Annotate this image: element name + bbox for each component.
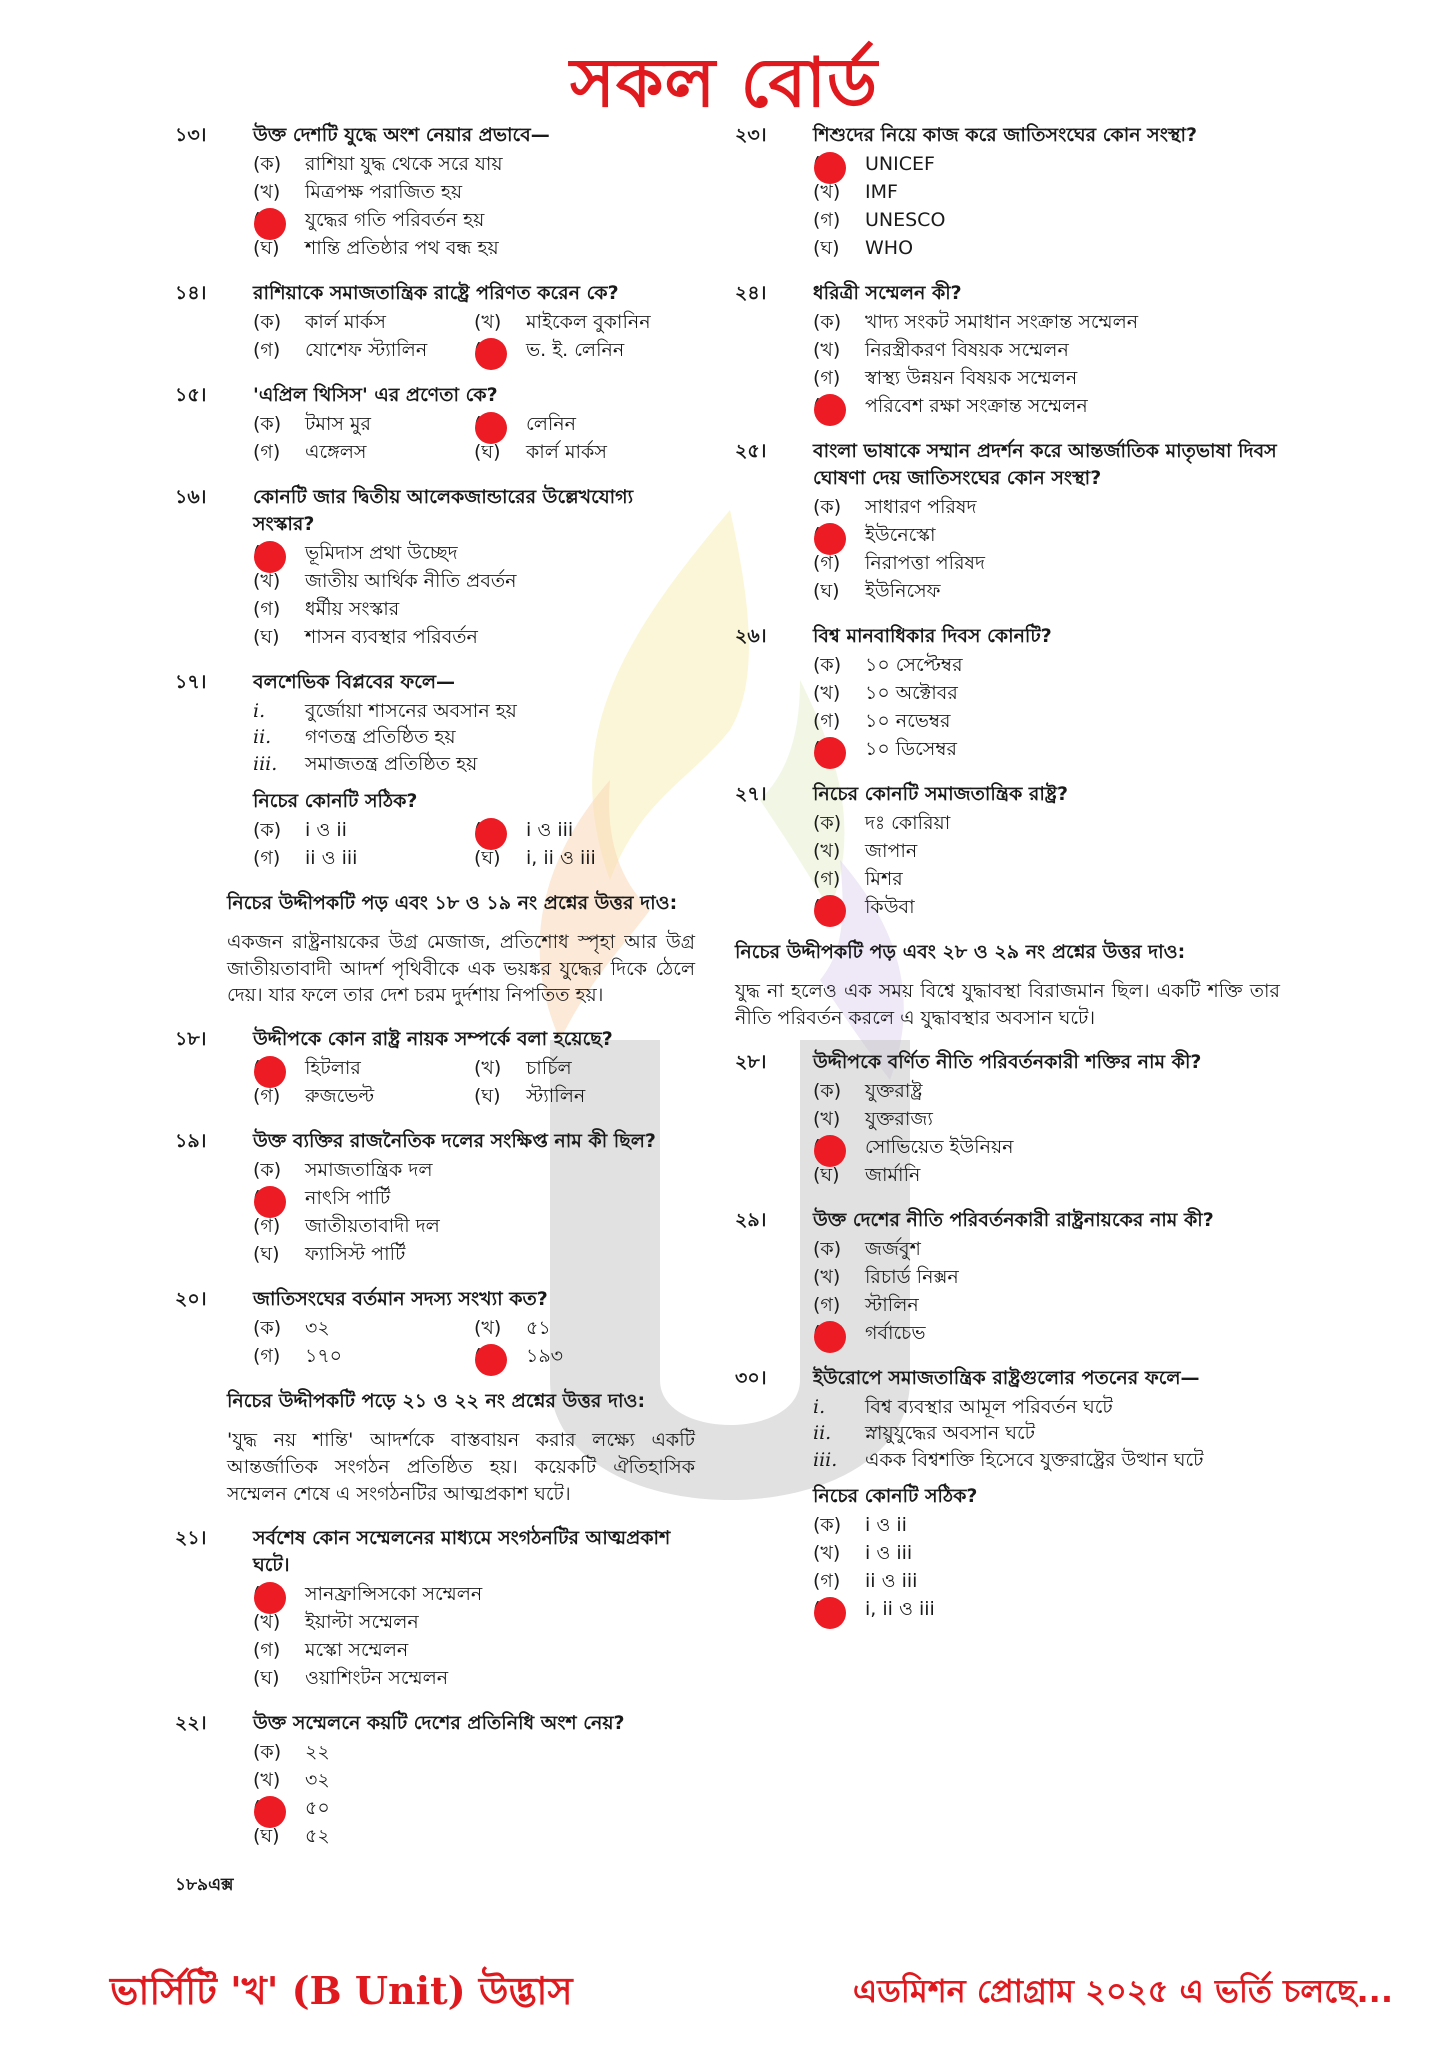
option-text: সমাজতান্ত্রিক দল bbox=[305, 1159, 433, 1182]
option-gha[interactable] bbox=[813, 578, 1280, 606]
option-label: (গ) bbox=[813, 1293, 841, 1316]
option-ka[interactable] bbox=[813, 652, 1280, 680]
option-gha[interactable] bbox=[813, 393, 1280, 421]
option-text: ৫১ bbox=[526, 1317, 551, 1340]
option-text: মিশর bbox=[865, 867, 903, 890]
option-label: (ঘ) bbox=[253, 1667, 280, 1690]
option-kha[interactable] bbox=[813, 1540, 1280, 1568]
option-label: (ঘ) bbox=[813, 236, 840, 259]
question-number: ২১। bbox=[175, 1527, 207, 1550]
question-number: ১৯। bbox=[175, 1130, 207, 1153]
option-text: কার্ল মার্কস bbox=[305, 310, 386, 333]
option-label: (খ) bbox=[474, 1317, 502, 1340]
option-label: (গ) bbox=[253, 1085, 281, 1108]
option-kha[interactable] bbox=[474, 817, 695, 845]
footer-brand: ভার্সিটি 'খ' (B Unit) উদ্ভাস bbox=[110, 1968, 573, 2013]
question-text: শিশুদের নিয়ে কাজ করে জাতিসংঘের কোন সংস্থা? bbox=[813, 124, 1198, 146]
option-text: সাধারণ পরিষদ bbox=[865, 495, 977, 518]
question-text: উদ্দীপকে বর্ণিত নীতি পরিবর্তনকারী শক্তির নাম কী? bbox=[813, 1050, 1202, 1073]
question-21 bbox=[175, 1525, 695, 1693]
option-gha[interactable] bbox=[474, 439, 695, 467]
question-29 bbox=[735, 1207, 1280, 1348]
option-text: ৩২ bbox=[305, 1769, 330, 1792]
statement bbox=[813, 1447, 1280, 1474]
question-text: ধরিত্রী সম্মেলন কী? bbox=[813, 281, 962, 304]
option-label: (খ) bbox=[813, 681, 841, 704]
option-label: (গ) bbox=[813, 551, 841, 574]
option-text: লেনিন bbox=[526, 412, 576, 435]
option-label: (ক) bbox=[253, 152, 282, 175]
question-18 bbox=[175, 1026, 695, 1111]
option-gha[interactable] bbox=[813, 1320, 1280, 1348]
option-text: কার্ল মার্কস bbox=[526, 440, 607, 463]
option-kha[interactable] bbox=[813, 838, 1280, 866]
option-text: i ও ii bbox=[305, 818, 347, 841]
question-13 bbox=[175, 122, 695, 263]
option-label: (গ) bbox=[813, 709, 841, 732]
option-text: জার্মানি bbox=[865, 1163, 921, 1186]
option-text: ৫০ bbox=[305, 1797, 330, 1820]
option-label: (ঘ) bbox=[253, 1243, 280, 1266]
question-text: কোনটি জার দ্বিতীয় আলেকজান্ডারের উল্লেখযোগ্য সংস্কার? bbox=[253, 485, 634, 535]
option-text: নিরাপত্তা পরিষদ bbox=[865, 551, 986, 574]
statement bbox=[253, 698, 695, 725]
option-ka[interactable] bbox=[813, 151, 1280, 179]
option-ka[interactable] bbox=[813, 1236, 1280, 1264]
statement bbox=[813, 1420, 1280, 1447]
stimulus-passage: একজন রাষ্ট্রনায়কের উগ্র মেজাজ, প্রতিশোধ স্পৃহা আর উগ্র জাতীয়তাবাদী আদর্শ পৃথিবীকে এক ভয়ঙ্কর যুদ্ধের দিকে ঠেলে দেয়। যার ফলে তার দেশ চরম দুর্দশায় নিপতিত হয়। bbox=[227, 930, 695, 1007]
question-19 bbox=[175, 1128, 695, 1269]
statement-label: iii. bbox=[253, 753, 278, 775]
option-gha[interactable] bbox=[813, 894, 1280, 922]
option-text: নিরস্ত্রীকরণ বিষয়ক সম্মেলন bbox=[865, 338, 1069, 361]
option-kha[interactable] bbox=[813, 522, 1280, 550]
option-text: মিত্রপক্ষ পরাজিত হয় bbox=[305, 180, 463, 203]
option-label: (ঘ) bbox=[474, 846, 501, 869]
option-kha[interactable] bbox=[813, 680, 1280, 708]
question-number: ১৭। bbox=[175, 670, 207, 693]
option-gha[interactable] bbox=[813, 1596, 1280, 1624]
sub-question: নিচের কোনটি সঠিক? bbox=[813, 1485, 978, 1508]
option-text: স্টালিন bbox=[865, 1293, 919, 1316]
option-ka[interactable] bbox=[253, 1157, 695, 1185]
option-gha[interactable] bbox=[474, 1343, 695, 1371]
option-label: (গ) bbox=[253, 1215, 281, 1238]
option-ga[interactable] bbox=[253, 1083, 474, 1111]
option-label: (ক) bbox=[253, 412, 282, 435]
option-label: (খ) bbox=[474, 310, 502, 333]
option-label: (খ) bbox=[253, 180, 281, 203]
option-gha[interactable] bbox=[253, 235, 695, 263]
option-text: কিউবা bbox=[865, 895, 915, 918]
option-text: UNESCO bbox=[865, 208, 946, 231]
statement bbox=[253, 724, 695, 751]
option-ka[interactable] bbox=[813, 309, 1280, 337]
option-ga[interactable] bbox=[253, 845, 474, 873]
option-text: ১০ সেপ্টেম্বর bbox=[865, 653, 963, 676]
question-24 bbox=[735, 280, 1280, 421]
option-label: (ক) bbox=[813, 1514, 842, 1537]
question-number: ১৫। bbox=[175, 383, 207, 406]
option-ga[interactable] bbox=[253, 1343, 474, 1371]
option-label: (খ) bbox=[813, 180, 841, 203]
answer-mark-icon bbox=[814, 1321, 846, 1353]
option-ka[interactable] bbox=[813, 1512, 1280, 1540]
option-kha[interactable] bbox=[813, 1106, 1280, 1134]
option-gha[interactable] bbox=[813, 235, 1280, 263]
option-gha[interactable] bbox=[474, 1083, 695, 1111]
question-text: সর্বশেষ কোন সম্মেলনের মাধ্যমে সংগঠনটির আত্মপ্রকাশ ঘটে। bbox=[253, 1527, 671, 1577]
option-label: (খ) bbox=[253, 1611, 281, 1634]
stimulus-instruction: নিচের উদ্দীপকটি পড় এবং ২৮ ও ২৯ নং প্রশ্নের উত্তর দাও: bbox=[735, 940, 1186, 963]
option-label: (ক) bbox=[813, 1079, 842, 1102]
option-text: গর্বাচেভ bbox=[865, 1321, 926, 1344]
question-number: ২৫। bbox=[735, 439, 767, 462]
option-ka[interactable] bbox=[253, 309, 474, 337]
option-gha[interactable] bbox=[813, 1162, 1280, 1190]
option-text: ৩২ bbox=[305, 1317, 330, 1340]
option-label: (ক) bbox=[813, 653, 842, 676]
option-label: (খ) bbox=[253, 1769, 281, 1792]
option-text: হিটলার bbox=[305, 1057, 361, 1080]
statement-text: গণতন্ত্র প্রতিষ্ঠিত হয় bbox=[305, 726, 456, 749]
option-text: ওয়াশিংটন সম্মেলন bbox=[305, 1667, 449, 1690]
option-label: (খ) bbox=[813, 1107, 841, 1130]
question-20 bbox=[175, 1286, 695, 1371]
option-text: জাতীয়তাবাদী দল bbox=[305, 1215, 440, 1238]
statement bbox=[253, 751, 695, 778]
option-text: ii ও iii bbox=[305, 846, 358, 869]
option-text: ভ. ই. লেনিন bbox=[526, 338, 625, 361]
option-text: ইউনেস্কো bbox=[865, 523, 936, 546]
option-label: (খ) bbox=[813, 338, 841, 361]
question-text: উক্ত দেশের নীতি পরিবর্তনকারী রাষ্ট্রনায়কের নাম কী? bbox=[813, 1208, 1214, 1231]
option-ka[interactable] bbox=[253, 817, 474, 845]
option-label: (খ) bbox=[813, 1542, 841, 1565]
page-title: সকল বোর্ড bbox=[569, 43, 879, 123]
question-text: 'এপ্রিল থিসিস' এর প্রণেতা কে? bbox=[253, 383, 498, 406]
option-ka[interactable] bbox=[253, 1055, 474, 1083]
option-text: ফ্যাসিস্ট পার্টি bbox=[305, 1243, 406, 1266]
question-text: ইউরোপে সমাজতান্ত্রিক রাষ্ট্রগুলোর পতনের ফলে— bbox=[813, 1366, 1200, 1389]
question-number: ১৪। bbox=[175, 281, 207, 304]
question-14 bbox=[175, 280, 695, 365]
statement-text: সমাজতন্ত্র প্রতিষ্ঠিত হয় bbox=[305, 753, 478, 775]
option-text: শাসন ব্যবস্থার পরিবর্তন bbox=[305, 625, 478, 648]
option-text: পরিবেশ রক্ষা সংক্রান্ত সম্মেলন bbox=[865, 394, 1088, 417]
stimulus-instruction: নিচের উদ্দীপকটি পড় এবং ১৮ ও ১৯ নং প্রশ্নের উত্তর দাও: bbox=[227, 891, 678, 914]
option-text: যুক্তরাষ্ট্র bbox=[865, 1079, 923, 1102]
option-text: ১৯৩ bbox=[526, 1345, 564, 1368]
option-text: স্বাস্থ্য উন্নয়ন বিষয়ক সম্মেলন bbox=[865, 366, 1078, 389]
question-number: ২৮। bbox=[735, 1050, 767, 1073]
option-label: (খ) bbox=[474, 1057, 502, 1080]
option-ka[interactable] bbox=[253, 540, 695, 568]
option-label: (ক) bbox=[253, 1317, 282, 1340]
question-25 bbox=[735, 438, 1280, 606]
option-kha[interactable] bbox=[253, 1185, 695, 1213]
option-text: IMF bbox=[865, 180, 898, 203]
option-gha[interactable] bbox=[253, 1823, 695, 1851]
option-ka[interactable] bbox=[253, 411, 474, 439]
option-kha[interactable] bbox=[253, 568, 695, 596]
option-ka[interactable] bbox=[253, 1581, 695, 1609]
option-ga[interactable] bbox=[253, 439, 474, 467]
option-text: চার্চিল bbox=[526, 1057, 572, 1080]
question-16 bbox=[175, 484, 695, 652]
question-number: ২২। bbox=[175, 1712, 207, 1735]
answer-mark-icon bbox=[814, 737, 846, 769]
answer-mark-icon bbox=[475, 1344, 507, 1376]
question-text: উক্ত ব্যক্তির রাজনৈতিক দলের সংক্ষিপ্ত নাম কী ছিল? bbox=[253, 1130, 656, 1153]
option-text: ইউনিসেফ bbox=[865, 579, 941, 602]
option-label: (ঘ) bbox=[253, 236, 280, 259]
stimulus-passage: 'যুদ্ধ নয় শান্তি' আদর্শকে বাস্তবায়ন করার লক্ষ্যে একটি আন্তর্জাতিক সংগঠন প্রতিষ্ঠিত হয়। কয়েকটি ঐতিহাসিক সম্মেলন শেষে এ সংগঠনটির আত্মপ্রকাশ ঘটে। bbox=[227, 1429, 695, 1506]
answer-mark-icon bbox=[814, 394, 846, 426]
option-label: (গ) bbox=[253, 846, 281, 869]
option-label: (ক) bbox=[253, 1159, 282, 1182]
option-text: যুদ্ধের গতি পরিবর্তন হয় bbox=[305, 208, 485, 231]
option-ga[interactable] bbox=[813, 1292, 1280, 1320]
option-gha[interactable] bbox=[253, 624, 695, 652]
question-number: ২৬। bbox=[735, 624, 767, 647]
option-ga[interactable] bbox=[813, 365, 1280, 393]
question-text: উক্ত দেশটি যুদ্ধে অংশ নেয়ার প্রভাবে— bbox=[253, 124, 550, 146]
option-text: ২২ bbox=[305, 1741, 330, 1764]
stimulus-block bbox=[175, 1388, 695, 1508]
question-number: ১৩। bbox=[175, 124, 207, 146]
question-text: জাতিসংঘের বর্তমান সদস্য সংখ্যা কত? bbox=[253, 1288, 548, 1311]
option-text: শান্তি প্রতিষ্ঠার পথ বন্ধ হয় bbox=[305, 236, 499, 259]
option-gha[interactable] bbox=[474, 337, 695, 365]
option-ga[interactable] bbox=[253, 596, 695, 624]
footer-promo: এডমিশন প্রোগ্রাম ২০২৫ এ ভর্তি চলছে... bbox=[852, 1972, 1393, 2010]
option-kha[interactable] bbox=[474, 309, 695, 337]
answer-mark-icon bbox=[475, 338, 507, 370]
option-text: সোভিয়েত ইউনিয়ন bbox=[865, 1135, 1014, 1158]
statement-label: i. bbox=[813, 1395, 826, 1418]
option-label: (ঘ) bbox=[813, 1163, 840, 1186]
option-ga[interactable] bbox=[813, 1134, 1280, 1162]
option-text: জর্জবুশ bbox=[865, 1237, 921, 1260]
question-number: ২৯। bbox=[735, 1208, 767, 1231]
question-number: ২০। bbox=[175, 1288, 207, 1311]
question-number: ৩০। bbox=[735, 1366, 767, 1389]
option-text: WHO bbox=[865, 236, 914, 259]
statement-text: স্নায়ুযুদ্ধের অবসান ঘটে bbox=[865, 1422, 1035, 1445]
option-ga[interactable] bbox=[253, 1213, 695, 1241]
option-text: স্ট্যালিন bbox=[526, 1085, 586, 1108]
right-column bbox=[735, 122, 1280, 1641]
option-ga[interactable] bbox=[813, 207, 1280, 235]
question-text: উক্ত সম্মেলনে কয়টি দেশের প্রতিনিধি অংশ নেয়? bbox=[253, 1712, 625, 1735]
stimulus-block bbox=[175, 890, 695, 1010]
option-label: (খ) bbox=[253, 569, 281, 592]
option-ga[interactable] bbox=[813, 866, 1280, 894]
option-text: i ও ii bbox=[865, 1514, 907, 1537]
question-text: রাশিয়াকে সমাজতান্ত্রিক রাষ্ট্রে পরিণত করেন কে? bbox=[253, 281, 619, 304]
option-text: ৫২ bbox=[305, 1825, 330, 1848]
option-text: i ও iii bbox=[865, 1542, 913, 1565]
option-label: (ক) bbox=[813, 310, 842, 333]
question-22 bbox=[175, 1710, 695, 1851]
option-label: (ক) bbox=[253, 1741, 282, 1764]
option-label: (ক) bbox=[253, 310, 282, 333]
option-ga[interactable] bbox=[253, 1637, 695, 1665]
option-ga[interactable] bbox=[253, 207, 695, 235]
question-27 bbox=[735, 781, 1280, 922]
option-label: (গ) bbox=[253, 1639, 281, 1662]
option-label: (ঘ) bbox=[813, 579, 840, 602]
question-17 bbox=[175, 669, 695, 873]
option-label: (ঘ) bbox=[253, 1825, 280, 1848]
statement-text: বুর্জোয়া শাসনের অবসান হয় bbox=[305, 699, 517, 722]
option-text: জাপান bbox=[865, 839, 918, 862]
option-text: মস্কো সম্মেলন bbox=[305, 1639, 409, 1662]
stimulus-block bbox=[735, 939, 1280, 1032]
option-gha[interactable] bbox=[474, 845, 695, 873]
option-text: যুক্তরাজ্য bbox=[865, 1107, 933, 1130]
option-text: টমাস মুর bbox=[305, 412, 372, 435]
option-text: UNICEF bbox=[865, 152, 935, 175]
option-kha[interactable] bbox=[813, 337, 1280, 365]
option-ga[interactable] bbox=[813, 708, 1280, 736]
option-text: রিচার্ড নিক্সন bbox=[865, 1265, 959, 1288]
option-text: ১০ নভেম্বর bbox=[865, 709, 951, 732]
option-label: (গ) bbox=[253, 597, 281, 620]
answer-mark-icon bbox=[814, 895, 846, 927]
option-label: (গ) bbox=[253, 338, 281, 361]
option-kha[interactable] bbox=[813, 1264, 1280, 1292]
option-text: i, ii ও iii bbox=[865, 1598, 935, 1621]
question-26 bbox=[735, 623, 1280, 764]
option-kha[interactable] bbox=[474, 1055, 695, 1083]
option-label: (ক) bbox=[813, 1237, 842, 1260]
question-text: উদ্দীপকে কোন রাষ্ট্র নায়ক সম্পর্কে বলা হয়েছে? bbox=[253, 1028, 613, 1051]
option-text: ভূমিদাস প্রথা উচ্ছেদ bbox=[305, 541, 458, 564]
left-column bbox=[175, 122, 695, 1868]
option-label: (খ) bbox=[813, 1265, 841, 1288]
option-ga[interactable] bbox=[253, 1795, 695, 1823]
option-ka[interactable] bbox=[813, 1078, 1280, 1106]
option-label: (গ) bbox=[813, 867, 841, 890]
statement-label: iii. bbox=[813, 1448, 838, 1471]
option-text: খাদ্য সংকট সমাধান সংক্রান্ত সম্মেলন bbox=[865, 310, 1139, 333]
option-text: সানফ্রান্সিসকো সম্মেলন bbox=[305, 1583, 483, 1606]
option-ka[interactable] bbox=[253, 151, 695, 179]
option-text: ধর্মীয় সংস্কার bbox=[305, 597, 400, 620]
question-number: ২৪। bbox=[735, 281, 767, 304]
option-label: (গ) bbox=[813, 1570, 841, 1593]
question-text: বলশেভিক বিপ্লবের ফলে— bbox=[253, 670, 456, 693]
option-label: (ক) bbox=[253, 818, 282, 841]
option-label: (গ) bbox=[253, 440, 281, 463]
option-label: (গ) bbox=[813, 208, 841, 231]
option-label: (ঘ) bbox=[474, 440, 501, 463]
question-number: ১৬। bbox=[175, 485, 207, 508]
statement-text: একক বিশ্বশক্তি হিসেবে যুক্তরাষ্ট্রের উত্থান ঘটে bbox=[865, 1448, 1204, 1471]
question-28 bbox=[735, 1049, 1280, 1190]
answer-mark-icon bbox=[814, 1597, 846, 1629]
option-kha[interactable] bbox=[474, 411, 695, 439]
option-text: রুজভেল্ট bbox=[305, 1085, 375, 1108]
option-text: যোশেফ স্ট্যালিন bbox=[305, 338, 428, 361]
option-label: (ক) bbox=[813, 495, 842, 518]
option-label: (গ) bbox=[813, 366, 841, 389]
option-ka[interactable] bbox=[813, 494, 1280, 522]
question-number: ২৩। bbox=[735, 124, 767, 146]
option-text: মাইকেল বুকানিন bbox=[526, 310, 651, 333]
option-kha[interactable] bbox=[253, 179, 695, 207]
option-kha[interactable] bbox=[253, 1767, 695, 1795]
question-text: নিচের কোনটি সমাজতান্ত্রিক রাষ্ট্র? bbox=[813, 782, 1068, 805]
option-kha[interactable] bbox=[813, 179, 1280, 207]
option-label: (খ) bbox=[813, 839, 841, 862]
question-30 bbox=[735, 1365, 1280, 1625]
stimulus-passage: যুদ্ধ না হলেও এক সময় বিশ্বে যুদ্ধাবস্থা বিরাজমান ছিল। একটি শক্তি তার নীতি পরিবর্তন করলে এ যুদ্ধাবস্থার অবসান ঘটে। bbox=[735, 979, 1280, 1029]
option-text: দঃ কোরিয়া bbox=[865, 811, 951, 834]
option-ga[interactable] bbox=[813, 1568, 1280, 1596]
option-gha[interactable] bbox=[253, 1665, 695, 1693]
option-kha[interactable] bbox=[253, 1609, 695, 1637]
question-text: বাংলা ভাষাকে সম্মান প্রদর্শন করে আন্তর্জাতিক মাতৃভাষা দিবস ঘোষণা দেয় জাতিসংঘের কোন সংস্থা? bbox=[813, 439, 1277, 489]
statement-label: ii. bbox=[253, 726, 272, 749]
option-label: (গ) bbox=[253, 1345, 281, 1368]
option-label: (ঘ) bbox=[253, 625, 280, 648]
option-label: (ঘ) bbox=[474, 1085, 501, 1108]
option-text: i ও iii bbox=[526, 818, 574, 841]
option-text: এঙ্গেলস bbox=[305, 440, 367, 463]
option-text: জাতীয় আর্থিক নীতি প্রবর্তন bbox=[305, 569, 517, 592]
option-ka[interactable] bbox=[813, 810, 1280, 838]
question-text: বিশ্ব মানবাধিকার দিবস কোনটি? bbox=[813, 624, 1052, 647]
option-ka[interactable] bbox=[253, 1739, 695, 1767]
option-text: ইয়াল্টা সম্মেলন bbox=[305, 1611, 419, 1634]
option-ga[interactable] bbox=[253, 337, 474, 365]
option-text: ১০ ডিসেম্বর bbox=[865, 737, 957, 760]
question-23 bbox=[735, 122, 1280, 263]
statement-text: বিশ্ব ব্যবস্থার আমূল পরিবর্তন ঘটে bbox=[865, 1395, 1113, 1418]
option-text: ii ও iii bbox=[865, 1570, 918, 1593]
option-text: ১০ অক্টোবর bbox=[865, 681, 958, 704]
option-label: (ক) bbox=[813, 811, 842, 834]
option-text: নাৎসি পার্টি bbox=[305, 1187, 391, 1210]
option-text: রাশিয়া যুদ্ধ থেকে সরে যায় bbox=[305, 152, 503, 175]
option-text: ১৭০ bbox=[305, 1345, 343, 1368]
option-gha[interactable] bbox=[813, 736, 1280, 764]
option-ga[interactable] bbox=[813, 550, 1280, 578]
statement-label: i. bbox=[253, 699, 266, 722]
statement-label: ii. bbox=[813, 1422, 832, 1445]
stimulus-instruction: নিচের উদ্দীপকটি পড়ে ২১ ও ২২ নং প্রশ্নের উত্তর দাও: bbox=[227, 1390, 646, 1413]
page-number: ১৮৯এক্স bbox=[175, 1875, 234, 1895]
statement bbox=[813, 1394, 1280, 1421]
option-gha[interactable] bbox=[253, 1241, 695, 1269]
option-kha[interactable] bbox=[474, 1315, 695, 1343]
option-text: i, ii ও iii bbox=[526, 846, 596, 869]
option-ka[interactable] bbox=[253, 1315, 474, 1343]
question-number: ২৭। bbox=[735, 782, 767, 805]
question-15 bbox=[175, 382, 695, 467]
sub-question: নিচের কোনটি সঠিক? bbox=[253, 789, 418, 812]
question-number: ১৮। bbox=[175, 1028, 207, 1051]
